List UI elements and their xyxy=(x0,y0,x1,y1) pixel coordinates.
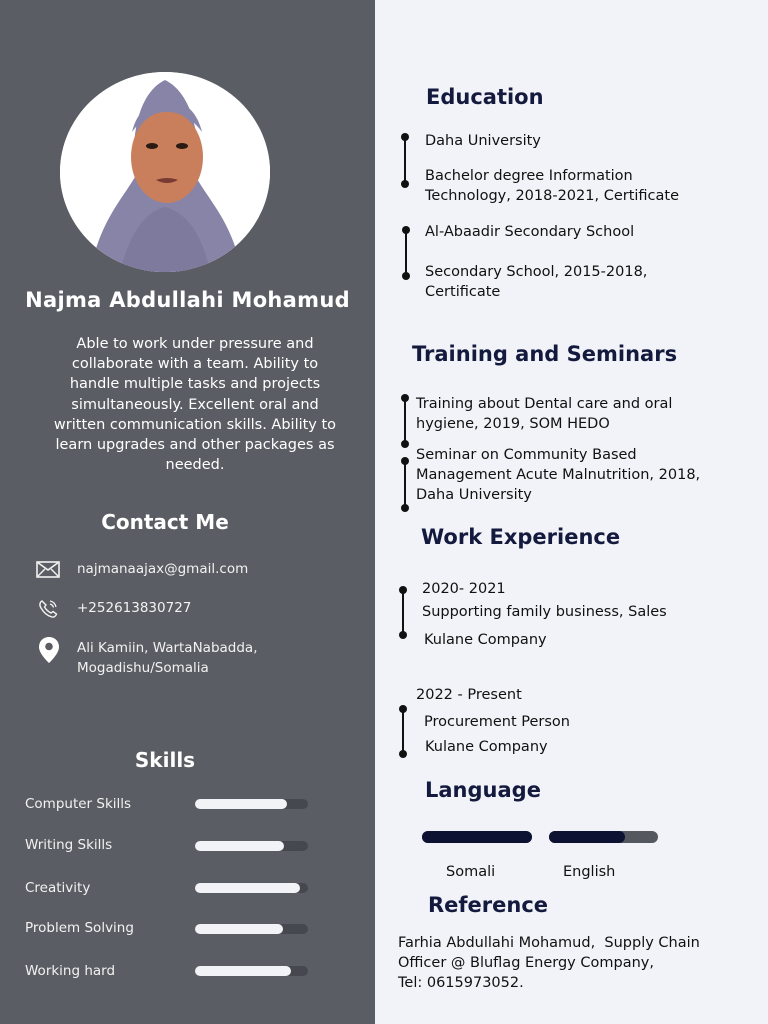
skill-bar-fill xyxy=(195,841,284,851)
skill-bar-track xyxy=(195,841,308,851)
profile-summary: Able to work under pressure and collaborate with a team. Ability to handle multiple tasks and projects simultaneously. Excellent oral and written communication skills. Ability to learn upgrades and other packages as needed. xyxy=(53,336,337,474)
education-detail: Technology, 2018-2021, Certificate xyxy=(425,188,680,204)
language-bar-track xyxy=(549,831,658,843)
skill-bar-track xyxy=(195,883,308,893)
reference-heading: Reference xyxy=(428,893,549,917)
skill-bar-track xyxy=(195,966,308,976)
timeline-line xyxy=(404,137,406,184)
education-detail: Certificate xyxy=(425,284,501,300)
education-detail: Bachelor degree Information xyxy=(425,168,633,184)
reference-line: Farhia Abdullahi Mohamud, Supply Chain xyxy=(398,935,700,951)
skill-bar-fill xyxy=(195,966,291,976)
timeline-line xyxy=(402,709,404,753)
timeline-line xyxy=(405,230,407,276)
profile-photo-illustration xyxy=(60,72,270,272)
timeline-line xyxy=(404,461,406,507)
skill-label: Working hard xyxy=(25,963,116,979)
skill-bar-fill xyxy=(195,883,300,893)
phone-icon xyxy=(38,599,60,623)
timeline-dot xyxy=(399,631,407,639)
training-item: Daha University xyxy=(416,487,532,503)
work-company: Kulane Company xyxy=(424,632,547,648)
timeline-line xyxy=(404,398,406,444)
map-pin-icon xyxy=(38,636,60,668)
education-school: Daha University xyxy=(425,133,541,149)
contact-address-line1: Ali Kamiin, WartaNabadda, xyxy=(77,640,258,656)
timeline-dot xyxy=(401,440,409,448)
contact-phone[interactable]: +252613830727 xyxy=(77,600,192,616)
skill-label: Computer Skills xyxy=(25,796,132,812)
language-heading: Language xyxy=(425,778,541,802)
contact-email[interactable]: najmanaajax@gmail.com xyxy=(77,561,249,577)
education-detail: Secondary School, 2015-2018, xyxy=(425,264,648,280)
contact-heading: Contact Me xyxy=(101,510,229,534)
skill-label: Writing Skills xyxy=(25,837,113,853)
work-period: 2022 - Present xyxy=(416,687,522,703)
sidebar xyxy=(0,0,375,1024)
timeline-dot xyxy=(401,504,409,512)
training-item: Management Acute Malnutrition, 2018, xyxy=(416,467,701,483)
language-bar-fill xyxy=(549,831,625,843)
work-role: Supporting family business, Sales xyxy=(422,604,667,620)
skill-bar-track xyxy=(195,924,308,934)
education-heading: Education xyxy=(426,85,544,109)
work-company: Kulane Company xyxy=(425,739,548,755)
skill-bar-track xyxy=(195,799,308,809)
training-item: Seminar on Community Based xyxy=(416,447,637,463)
timeline-dot xyxy=(402,272,410,280)
timeline-dot xyxy=(401,180,409,188)
timeline-dot xyxy=(399,750,407,758)
language-bar-fill xyxy=(422,831,532,843)
reference-line: Officer @ Bluflag Energy Company, xyxy=(398,955,654,971)
language-label: Somali xyxy=(446,864,496,880)
education-school: Al-Abaadir Secondary School xyxy=(425,224,635,240)
skills-heading: Skills xyxy=(134,748,196,772)
profile-photo xyxy=(60,72,270,272)
contact-address-line2: Mogadishu/Somalia xyxy=(77,660,209,676)
work-period: 2020- 2021 xyxy=(422,581,506,597)
work-role: Procurement Person xyxy=(424,714,570,730)
profile-name: Najma Abdullahi Mohamud xyxy=(25,288,350,312)
training-heading: Training and Seminars xyxy=(412,342,678,366)
skill-label: Creativity xyxy=(25,880,91,896)
training-item: hygiene, 2019, SOM HEDO xyxy=(416,416,610,432)
timeline-line xyxy=(402,590,404,634)
language-label: English xyxy=(563,864,616,880)
work-heading: Work Experience xyxy=(421,525,621,549)
language-bar-track xyxy=(422,831,532,843)
reference-line: Tel: 0615973052. xyxy=(398,975,524,991)
envelope-icon xyxy=(36,561,60,582)
skill-bar-fill xyxy=(195,799,287,809)
skill-label: Problem Solving xyxy=(25,920,134,936)
training-item: Training about Dental care and oral xyxy=(416,396,673,412)
skill-bar-fill xyxy=(195,924,283,934)
